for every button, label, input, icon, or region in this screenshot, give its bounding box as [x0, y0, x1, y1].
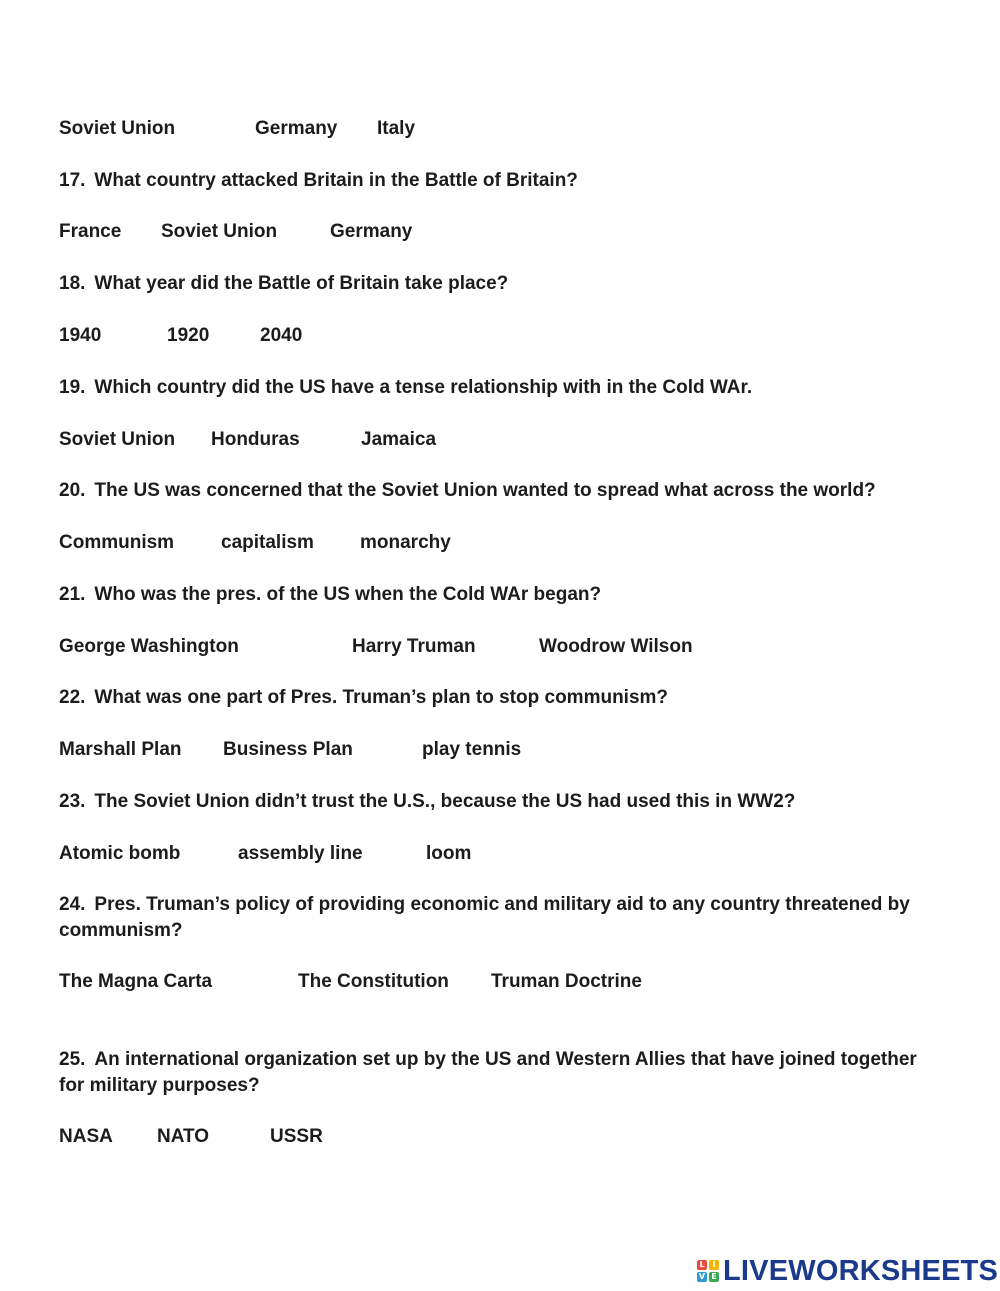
q17-option-2: Soviet Union — [161, 221, 278, 242]
q17-option-3: Germany — [330, 221, 413, 242]
q21-option-2: Harry Truman — [352, 636, 476, 657]
q19-option-2: Honduras — [211, 429, 300, 450]
question-21: 21. Who was the pres. of the US when the Cold WAr began? — [59, 584, 602, 605]
question-23: 23. The Soviet Union didn’t trust the U.S., because the US had used this in WW2? — [59, 791, 796, 812]
q19-option-1: Soviet Union — [59, 429, 176, 450]
q20-option-3: monarchy — [360, 532, 451, 553]
logo-mark-icon: L I V E — [697, 1260, 719, 1282]
q23-option-2: assembly line — [238, 843, 363, 864]
q25-option-1: NASA — [59, 1126, 113, 1147]
q20-option-2: capitalism — [221, 532, 314, 553]
q22-option-3: play tennis — [422, 739, 522, 760]
q21-option-1: George Washington — [59, 636, 239, 657]
question-18: 18. What year did the Battle of Britain take place? — [59, 273, 509, 294]
q23-option-3: loom — [426, 843, 472, 864]
question-25: 25. An international organization set up by the US and Western Allies that have joined together for military purposes? — [59, 1049, 917, 1096]
q21-option-3: Woodrow Wilson — [539, 636, 693, 657]
q24-option-3: Truman Doctrine — [491, 971, 642, 992]
q22-option-2: Business Plan — [223, 739, 353, 760]
q18-option-3: 2040 — [260, 325, 303, 346]
q23-option-1: Atomic bomb — [59, 843, 181, 864]
question-22: 22. What was one part of Pres. Truman’s plan to stop communism? — [59, 687, 669, 708]
q18-option-2: 1920 — [167, 325, 210, 346]
question-24: 24. Pres. Truman’s policy of providing economic and military aid to any country threatened by communism? — [59, 894, 910, 941]
question-20: 20. The US was concerned that the Soviet Union wanted to spread what across the world? — [59, 480, 876, 501]
q25-option-3: USSR — [270, 1126, 323, 1147]
q22-option-1: Marshall Plan — [59, 739, 182, 760]
q17-option-1: France — [59, 221, 122, 242]
q25-option-2: NATO — [157, 1126, 210, 1147]
top-option-3: Italy — [377, 118, 416, 139]
q19-option-3: Jamaica — [361, 429, 437, 450]
top-option-2: Germany — [255, 118, 338, 139]
q20-option-1: Communism — [59, 532, 175, 553]
q24-option-2: The Constitution — [298, 971, 449, 992]
top-option-1: Soviet Union — [59, 118, 176, 139]
question-19: 19. Which country did the US have a tense relationship with in the Cold WAr. — [59, 377, 753, 398]
liveworksheets-logo — [697, 1254, 999, 1287]
q24-option-1: The Magna Carta — [59, 971, 213, 992]
logo-text: LIVEWORKSHEETS — [723, 1254, 999, 1287]
question-17: 17. What country attacked Britain in the Battle of Britain? — [59, 170, 578, 191]
q18-option-1: 1940 — [59, 325, 102, 346]
